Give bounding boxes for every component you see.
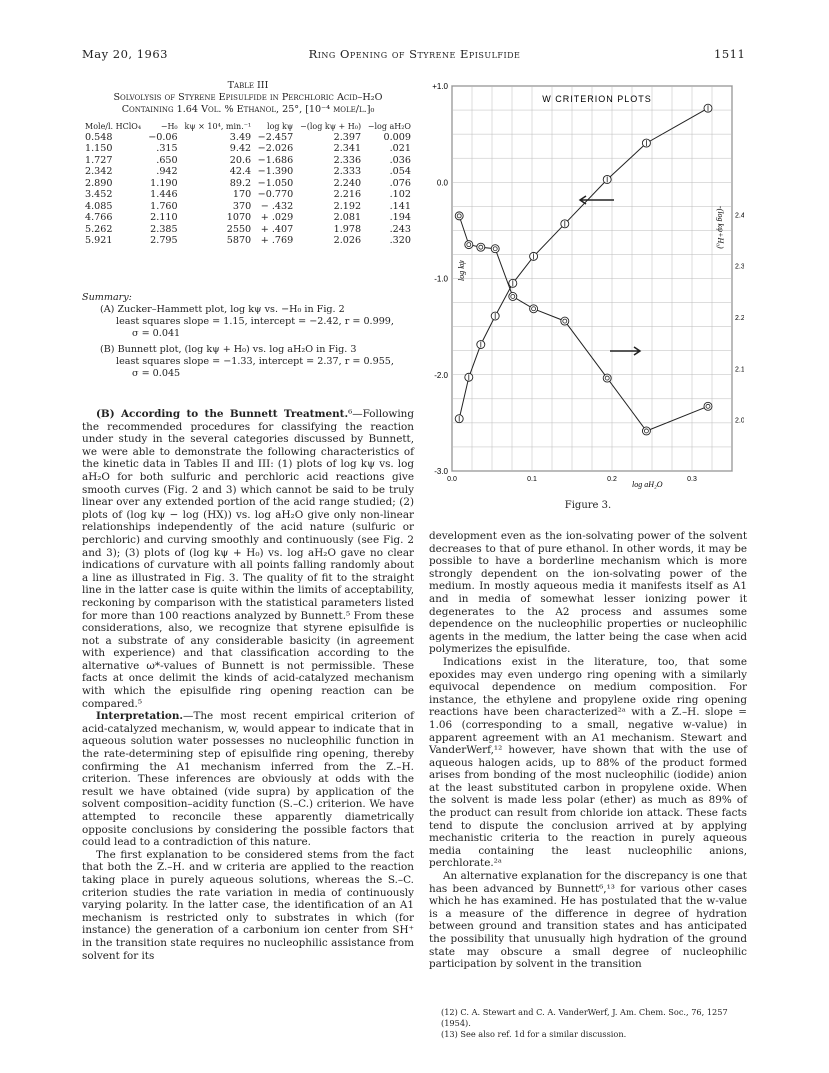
table-row [82, 235, 414, 247]
table-cell: 3.49 [229, 131, 252, 143]
column-header: log kψ [267, 122, 294, 131]
table-cell: 370 [232, 200, 252, 212]
table-cell: .076 [389, 177, 411, 189]
table-cell: 89.2 [229, 177, 252, 189]
table-cell: −0.06 [148, 131, 178, 143]
right-tick-label: 2.0 [735, 417, 744, 425]
column-header: −log aH₂O [367, 122, 411, 131]
left-tick-label: 0.0 [436, 178, 448, 188]
table-cell: 5.921 [85, 235, 113, 246]
summary-a-line3: σ = 0.041 [132, 328, 181, 339]
left-tick-label: -1.0 [434, 274, 448, 284]
table-row [82, 166, 414, 178]
data-point-marker [530, 305, 538, 313]
running-header-date: May 20, 1963 [82, 47, 168, 61]
data-point-marker [642, 427, 650, 435]
footnote-12: (12) C. A. Stewart and C. A. VanderWerf, J. Am. Chem. Soc., 76, 1257 (1954). [441, 1007, 728, 1028]
running-header-title: Ring Opening of Styrene Episulfide [308, 47, 521, 61]
table-cell: .194 [389, 212, 411, 223]
paragraph-body: —The most recent empirical criterion of acid-catalyzed mechanism, w, would appear to indicate that in aqueous solution water possesses no nucleophilic function in the rate-determining step of episulfide ring opening, thereby confirming the A1 mechanism inferred from the Z.–H. criterion. These inferences are obviously at odds with the result we have obtained (vide supra) by application of the solvent composition–acidity function (S.–C.) criterion. We have attempted to reconcile these apparently diametrically opposite conclusions by considering the possible factors that could lead to a contradiction of this nature. [82, 710, 414, 849]
table-cell: .942 [156, 166, 178, 177]
table-cell: 2.240 [333, 177, 362, 189]
table-cell: + .407 [260, 223, 294, 235]
section-heading: Interpretation. [96, 710, 184, 723]
right-axis-label: -(log kψ+H₀) [716, 206, 725, 249]
right-tick-label: 2.3 [735, 263, 744, 271]
table-cell: 2.342 [85, 166, 113, 177]
data-point-marker [509, 292, 517, 300]
x-tick-label: 0.0 [447, 476, 457, 483]
table-cell: 4.085 [85, 200, 113, 212]
paragraph: The first explanation to be considered stems from the fact that both the Z.–H. and w criteria are applied to the reaction taking place in purely aqueous solutions, whereas the S.–C. criterion studies the rate variation in media of continuously varying polarity. In the latter case, the identification of an A1 mechanism is restricted only to substrates in which (for instance) the generation of a carbonium ion center from SH⁺ in the transition state requires no nucleophilic assistance from solvent for its [82, 848, 414, 962]
x-axis-label: log aH₂O [632, 480, 663, 489]
right-tick-label: 2.2 [735, 315, 744, 322]
section-heading: (B) According to the Bunnett Treatment. [96, 408, 349, 420]
footnote-13: (13) See also ref. 1d for a similar discussion. [441, 1028, 627, 1039]
table-cell: 2.110 [150, 212, 178, 223]
data-point-marker [603, 374, 611, 382]
table-cell: 2550 [226, 223, 252, 235]
data-point-marker [477, 243, 485, 251]
table-cell: 2.341 [333, 143, 362, 154]
table-title [82, 80, 414, 116]
table-row [82, 224, 414, 236]
table-cell: 0.548 [85, 131, 113, 143]
table-cell: .243 [389, 223, 411, 235]
table-cell: 1070 [226, 212, 252, 223]
table-cell: .054 [389, 166, 411, 177]
table-row [82, 212, 414, 224]
figure-caption: Figure 3. [564, 500, 612, 511]
paragraph: development even as the ion-solvating power of the solvent decreases to that of pure ethanol. In other words, it may be possible to have a borderline mechanism which is more strongly dependent on the ion-solvating power of the medium. In mostly aqueous media it manifests itself as A1 and in media of somewhat lesser ionizing power it degenerates to the A2 process and assumes some dependence on the nucleophilic properties or nucleophilic agents in the medium, the latter being the case when acid polymerizes the episulfide. [429, 530, 747, 656]
table-row [82, 201, 414, 213]
table-row [82, 155, 414, 167]
table-row [82, 178, 414, 190]
table-cell: −1.050 [257, 177, 294, 189]
summary-b-line3: σ = 0.045 [132, 368, 181, 379]
paragraph [82, 408, 414, 710]
column-header: −(log kψ + H₀) [300, 122, 362, 131]
left-axis-label: log kψ [457, 260, 466, 281]
table-body [82, 132, 414, 247]
summary-a-line1: (A) Zucker–Hammett plot, log kψ vs. −H₀ in Fig. 2 [100, 304, 345, 315]
right-column-text [429, 530, 747, 971]
table-cell: 9.42 [229, 143, 252, 154]
table-cell: .650 [156, 154, 178, 166]
left-tick-label: -3.0 [434, 467, 448, 476]
paragraph: An alternative explanation for the discrepancy is one that has been advanced by Bunnett⁶,¹³ for various other cases which he has examined. He has postulated that the w-value is a measure of the difference in degree of hydration between ground and transition states and has anticipated the possibility that unusually high hydration of the ground state may obscure a small degree of nucleophilic participation by solvent in the transition [429, 870, 747, 971]
column-header: kψ × 10⁴, min.⁻¹ [184, 122, 252, 131]
table-cell: 2.026 [333, 235, 362, 246]
table-cell: 4.766 [85, 212, 113, 223]
data-point-marker [455, 212, 463, 220]
table-cell: + .029 [260, 212, 294, 223]
footnotes [429, 1007, 747, 1039]
table-cell: −2.026 [257, 143, 294, 154]
summary-a-line2: least squares slope = 1.15, intercept = −2.42, r = 0.999, [116, 316, 394, 327]
table-cell: .036 [389, 154, 411, 166]
criterion-plot-chart [432, 76, 744, 491]
right-tick-label: 2.4 [735, 212, 744, 220]
data-point-marker [491, 245, 499, 253]
paragraph [82, 710, 414, 849]
column-header: −H₀ [160, 122, 178, 131]
summary-b-line2: least squares slope = −1.33, intercept = 2.37, r = 0.955, [116, 356, 394, 367]
chart-title: W CRITERION PLOTS [542, 94, 652, 104]
table-cell: 0.009 [383, 131, 411, 143]
table-title-line1: Solvolysis of Styrene Episulfide in Perchloric Acid–H₂O [113, 92, 383, 103]
table-cell: 2.216 [333, 189, 362, 200]
table-cell: 1.727 [85, 154, 113, 166]
left-tick-label: -2.0 [434, 370, 448, 380]
table-cell: −0.770 [257, 189, 294, 200]
table-cell: 5.262 [85, 223, 113, 235]
page-number: 1511 [714, 47, 746, 61]
table-cell: 2.192 [333, 200, 362, 212]
x-tick-label: 0.3 [687, 476, 697, 483]
table-cell: 1.150 [85, 143, 113, 154]
table-cell: 2.336 [333, 154, 362, 166]
table-cell: .315 [156, 143, 178, 154]
table-cell: 2.397 [333, 131, 362, 143]
x-tick-label: 0.2 [607, 476, 617, 483]
paragraph: Indications exist in the literature, too, that some epoxides may even undergo ring opening with a similarly equivocal dependence on medium composition. For instance, the ethylene and propylene oxide ring opening reactions have been characterized²ᵃ with a Z.–H. slope = 1.06 (corresponding to a small, negative w-value) in apparent agreement with an A1 mechanism. Stewart and VanderWerf,¹² however, have shown that with the use of aqueous halogen acids, up to 88% of the product formed arises from bonding of the most nucleophilic (iodide) anion at the least substituted carbon in propylene oxide. When the solvent is made less polar (ether) as much as 89% of the product can result from chloride ion attack. These facts tend to dispute the conclusion arrived at by applying mechanistic criteria to the reaction in purely aqueous media containing the least nucleophilic anions, perchlorate.²ᵃ [429, 655, 747, 870]
table-cell: −1.686 [257, 154, 294, 166]
table-cell: 42.4 [229, 166, 252, 177]
summary-b-line1: (B) Bunnett plot, (log kψ + H₀) vs. log aH₂O in Fig. 3 [100, 344, 357, 355]
table-cell: .141 [389, 200, 411, 212]
table-row [82, 143, 414, 155]
x-tick-label: 0.1 [527, 476, 537, 483]
table-cell: 5870 [226, 235, 252, 246]
table-header-row [82, 122, 414, 132]
table-cell: 170 [232, 189, 252, 200]
table-cell: 3.452 [85, 189, 113, 200]
table-summary [82, 292, 414, 380]
summary-label: Summary: [82, 292, 132, 303]
table-cell: −1.390 [257, 166, 294, 177]
table-cell: 2.333 [333, 166, 362, 177]
table-label: Table III [227, 80, 269, 91]
data-table [82, 122, 414, 247]
figure-3 [432, 76, 744, 491]
right-axis-arrow [610, 347, 640, 355]
left-column-text [82, 408, 414, 962]
table-cell: 2.795 [150, 235, 178, 246]
table-cell: .320 [389, 235, 411, 246]
table-cell: 1.760 [150, 200, 178, 212]
right-tick-label: 2.1 [735, 366, 744, 374]
table-cell: 2.890 [85, 177, 113, 189]
table-title-line2: Containing 1.64 Vol. % Ethanol, 25°, [10⁻⁴ mole/l.]₀ [121, 104, 375, 115]
left-tick-label: +1.0 [432, 82, 448, 91]
table-cell: 1.446 [150, 189, 178, 200]
table-row [82, 189, 414, 201]
table-cell: 1.978 [333, 223, 362, 235]
left-axis-arrow [580, 196, 614, 204]
table-cell: + .769 [260, 235, 294, 246]
table-cell: .102 [389, 189, 411, 200]
table-row [82, 132, 414, 144]
paragraph-body: ⁶—Following the recommended procedures for classifying the reaction under study in the several categories discussed by Bunnett, we were able to demonstrate the following characteristics of the kinetic data in Tables II and III: (1) plots of log kψ vs. log aH₂O for both sulfuric and perchloric acid reactions give smooth curves (Fig. 2 and 3) which cannot be said to be truly linear over any extended portion of the acid range studied; (2) plots of (log kψ − log (HX)) vs. log aH₂O give only non-linear relationships independently of the acid nature (sulfuric or perchloric) and curving smoothly and continuously (see Fig. 2 and 3); (3) plots of (log kψ + H₀) vs. log aH₂O gave no clear indications of curvature with all points falling randomly about a line as illustrated in Fig. 3. The quality of fit to the straight line in the latter case is quite within the limits of acceptability, reckoning by comparison with the statistical parameters listed for more than 100 reactions analyzed by Bunnett.⁵ From these considerations, also, we recognize that styrene episulfide is not a substrate of any considerable basicity (in agreement with experience) and that classification according to the alternative ω*-values of Bunnett is not permissible. These facts at once delimit the kinds of acid-catalyzed mechanism with which the episulfide ring opening reaction can be compared.⁵ [82, 408, 414, 710]
table-cell: 20.6 [229, 154, 252, 166]
table-cell: 2.081 [333, 212, 362, 223]
table-cell: 2.385 [150, 223, 178, 235]
table-cell: −2.457 [257, 131, 294, 143]
data-point-marker [561, 317, 569, 325]
column-header: Mole/l. HClO₄ [85, 122, 142, 131]
table-cell: − .432 [260, 200, 294, 212]
data-point-marker [465, 241, 473, 249]
table-cell: .021 [389, 143, 411, 154]
data-point-marker [704, 402, 712, 410]
series-line [459, 108, 708, 419]
table-cell: 1.190 [150, 177, 178, 189]
